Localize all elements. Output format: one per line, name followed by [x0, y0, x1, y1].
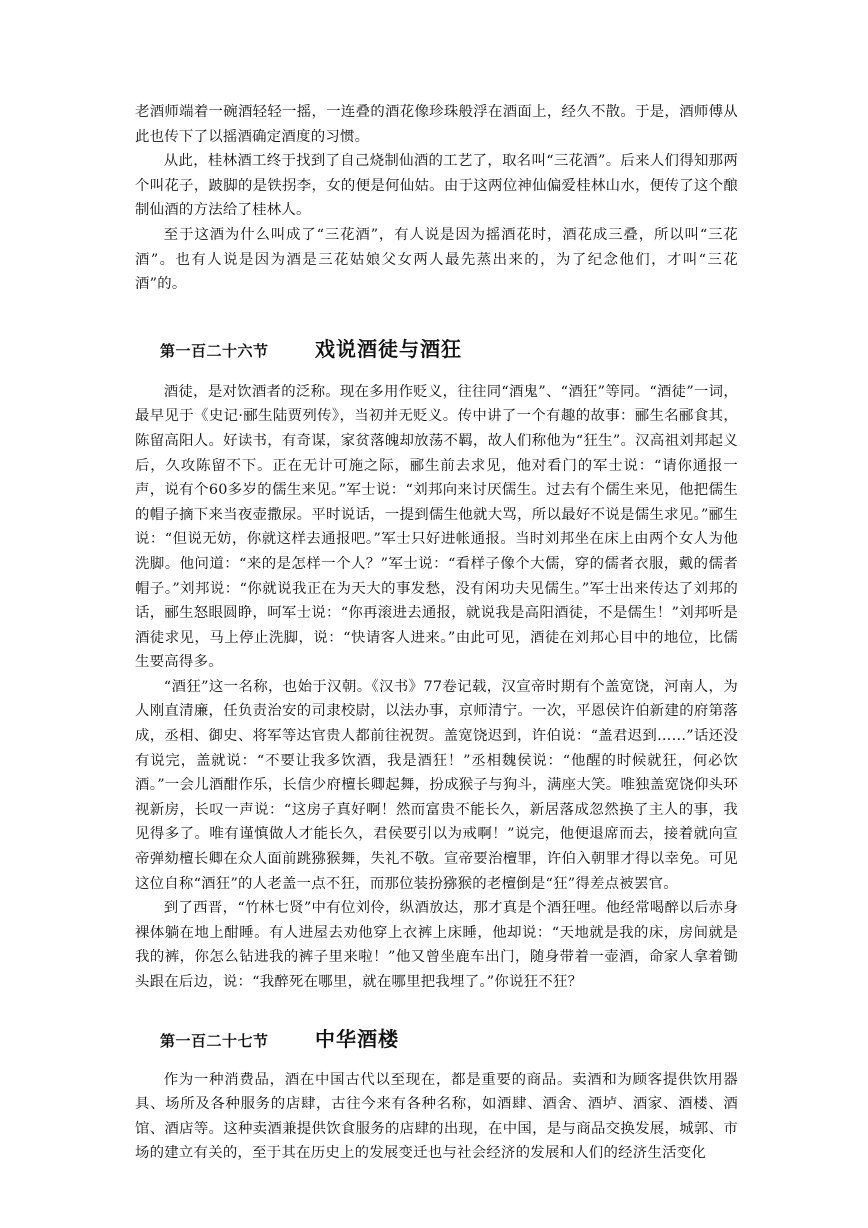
paragraph: 从此，桂林酒工终于找到了自己烧制仙酒的工艺了，取名叫“三花酒”。后来人们得知那两个叫花子，跛脚的是铁拐李，女的便是何仙姑。由于这两位神仙偏爱桂林山水，便传了这个酿制仙酒的方法给了桂林人。 [135, 153, 738, 219]
section-heading-126 [135, 333, 738, 362]
section-title: 中华酒楼 [315, 1026, 399, 1051]
paragraph: 作为一种消费品，酒在中国古代以至现在，都是重要的商品。卖酒和为顾客提供饮用器具、场所及各种服务的店肆，古往今来有各种名称，如酒肆、酒舍、酒垆、酒家、酒楼、酒馆、酒店等。这种卖酒兼提供饮食服务的店肆的出现，在中国，是与商品交换发展，城郭、市场的建立有关的，至于其在历史上的发展变迁也与社会经济的发展和人们的经济生活变化 [135, 1071, 738, 1162]
section-number: 第一百二十七节 [160, 1031, 269, 1050]
section-title: 戏说酒徒与酒狂 [315, 336, 462, 361]
paragraph: “酒狂”这一名称，也始于汉朝。《汉书》77卷记载，汉宣帝时期有个盖宽饶，河南人，为人刚直清廉，任负责治安的司隶校尉，以法办事，京师清宁。一次，平恩侯许伯新建的府第落成，丞相、御史、将军等达官贵人都前往祝贺。盖宽饶迟到，许伯说：“盖君迟到……”话还没有说完，盖就说：“不要让我多饮酒，我是酒狂！”丞相魏侯说：“他醒的时候就狂，何必饮酒。”一会儿酒酣作乐，长信少府檀长卿起舞，扮成猴子与狗斗，满座大笑。唯独盖宽饶仰头环视新房，长叹一声说：“这房子真好啊！然而富贵不能长久，新居落成忽然换了主人的事，我见得多了。唯有谨慎做人才能长久，君侯要引以为戒啊！”说完，他便退席而去，接着就向宣帝弹劾檀长卿在众人面前跳猕猴舞，失礼不敬。宣帝要治檀罪，许伯入朝罪才得以幸免。可见这位自称“酒狂”的人老盖一点不狂，而那位装扮猕猴的老檀倒是“狂”得差点被罢官。 [135, 678, 738, 892]
page-content [135, 100, 738, 1166]
paragraph: 老酒师端着一碗酒轻轻一摇，一连叠的酒花像珍珠般浮在酒面上，经久不散。于是，酒师傅从此也传下了以摇酒确定酒度的习惯。 [135, 104, 738, 145]
section-number: 第一百二十六节 [160, 341, 269, 360]
paragraph: 酒徒，是对饮酒者的泛称。现在多用作贬义，往往同“酒鬼”、“酒狂”等同。“酒徒”一词，最早见于《史记·郦生陆贾列传》，当初并无贬义。传中讲了一个有趣的故事：郦生名郦食其，陈留高阳人。好读书，有奇谋，家贫落魄却放荡不羁，故人们称他为“狂生”。汉高祖刘邦起义后，久攻陈留不下。正在无计可施之际，郦生前去求见，他对看门的军士说：“请你通报一声，说有个60多岁的儒生来见。”军士说：“刘邦向来讨厌儒生。过去有个儒生来见，他把儒生的帽子摘下来当夜壶撒尿。平时说话，一提到儒生他就大骂，所以最好不说是儒生求见。”郦生说：“但说无妨，你就这样去通报吧。”军士只好进帐通报。当时刘邦坐在床上由两个女人为他洗脚。他问道：“来的是怎样一个人？”军士说：“看样子像个大儒，穿的儒者衣服，戴的儒者帽子。”刘邦说：“你就说我正在为天大的事发愁，没有闲功夫见儒生。”军士出来传达了刘邦的话，郦生怒眼圆睁，呵军士说：“你再滚进去通报，就说我是高阳酒徒，不是儒生！”刘邦听是酒徒求见，马上停止洗脚，说：“快请客人进来。”由此可见，酒徒在刘邦心目中的地位，比儒生要高得多。 [135, 383, 738, 671]
section-heading-127 [135, 1023, 738, 1052]
paragraph: 到了西晋，“竹林七贤”中有位刘伶，纵酒放达，那才真是个酒狂哩。他经常喝醉以后赤身裸体躺在地上酣睡。有人进屋去劝他穿上衣裤上床睡，他却说：“天地就是我的床，房间就是我的裤，你怎么钻进我的裤子里来啦！”他又曾坐鹿车出门，随身带着一壶酒，命家人拿着锄头跟在后边，说：“我醉死在哪里，就在哪里把我埋了。”你说狂不狂？ [135, 900, 738, 990]
paragraph: 至于这酒为什么叫成了“三花酒”，有人说是因为摇酒花时，酒花成三叠，所以叫“三花酒”。也有人说是因为酒是三花姑娘父女两人最先蒸出来的，为了纪念他们，才叫“三花酒”的。 [135, 226, 738, 293]
